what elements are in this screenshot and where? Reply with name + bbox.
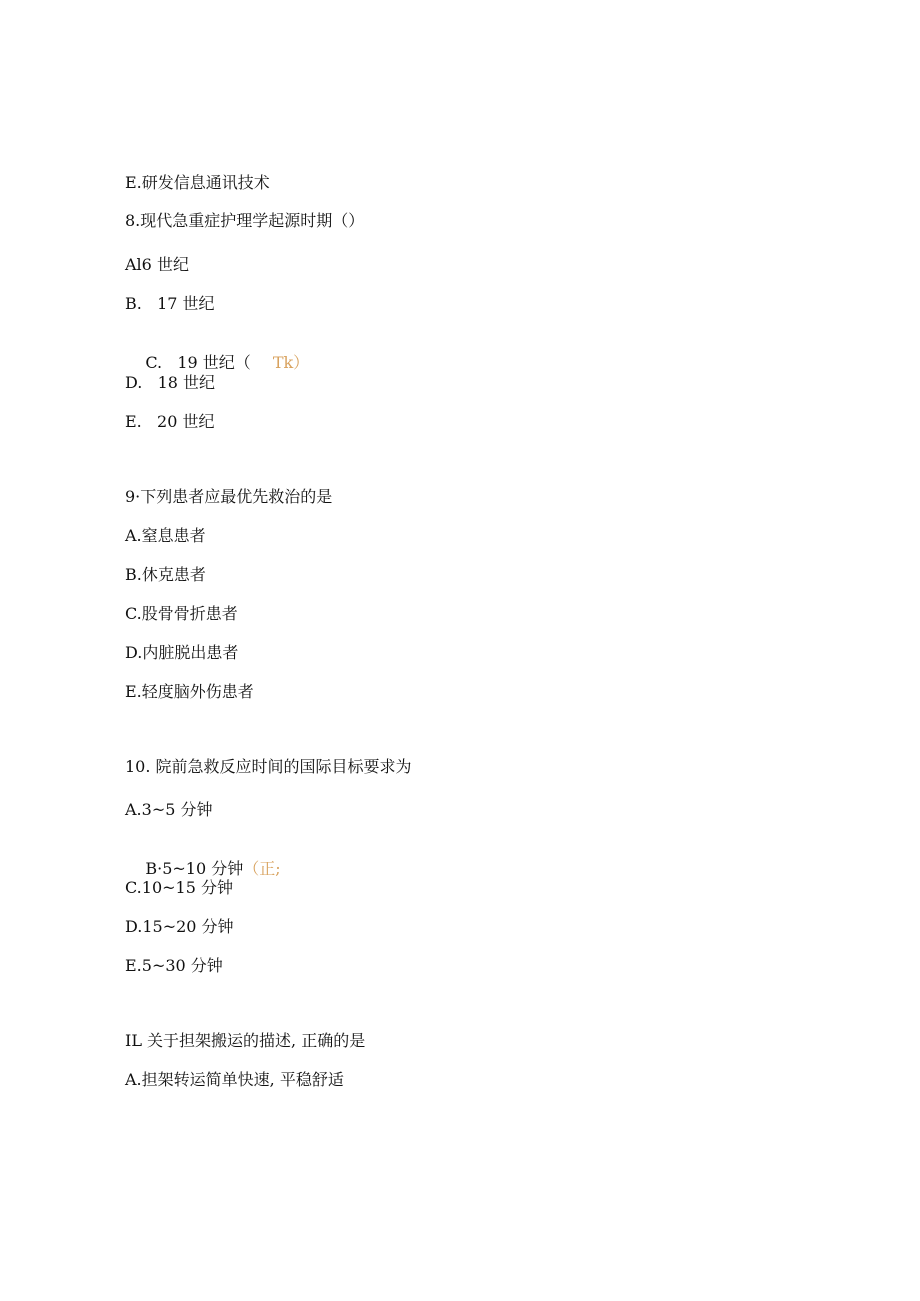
- q8-option-e: E. 20 世纪: [125, 412, 215, 431]
- q9-question: 9·下列患者应最优先救治的是: [125, 487, 333, 506]
- q8-option-b: B. 17 世纪: [125, 294, 215, 313]
- q10-option-c: C.10~15 分钟: [125, 878, 233, 897]
- q10-question: 10. 院前急救反应时间的国际目标要求为: [125, 757, 412, 776]
- q9-option-d: D.内脏脱出患者: [125, 643, 239, 662]
- q11-option-a: A.担架转运简单快速, 平稳舒适: [125, 1070, 344, 1089]
- q10-option-b-text: B·5~10 分钟: [145, 859, 244, 878]
- q9-option-b: B.休克患者: [125, 565, 206, 584]
- q7-option-e: E.研发信息通讯技术: [125, 173, 270, 192]
- q8-answer-mark: Tk）: [272, 353, 310, 372]
- q8-option-d: D. 18 世纪: [125, 373, 216, 392]
- q10-option-a: A.3~5 分钟: [125, 800, 213, 819]
- q8-option-a: Al6 世纪: [125, 255, 189, 274]
- q8-option-c-text: C. 19 世纪（: [145, 353, 251, 372]
- q9-option-e: E.轻度脑外伤患者: [125, 682, 254, 701]
- q9-option-a: A.窒息患者: [125, 526, 206, 545]
- q10-answer-mark: （正;: [243, 859, 281, 878]
- q8-question: 8.现代急重症护理学起源时期（）: [125, 211, 365, 230]
- q10-option-d: D.15~20 分钟: [125, 917, 234, 936]
- q10-option-e: E.5~30 分钟: [125, 956, 223, 975]
- q9-option-c: C.股骨骨折患者: [125, 604, 238, 623]
- q11-question: IL 关于担架搬运的描述, 正确的是: [125, 1031, 366, 1050]
